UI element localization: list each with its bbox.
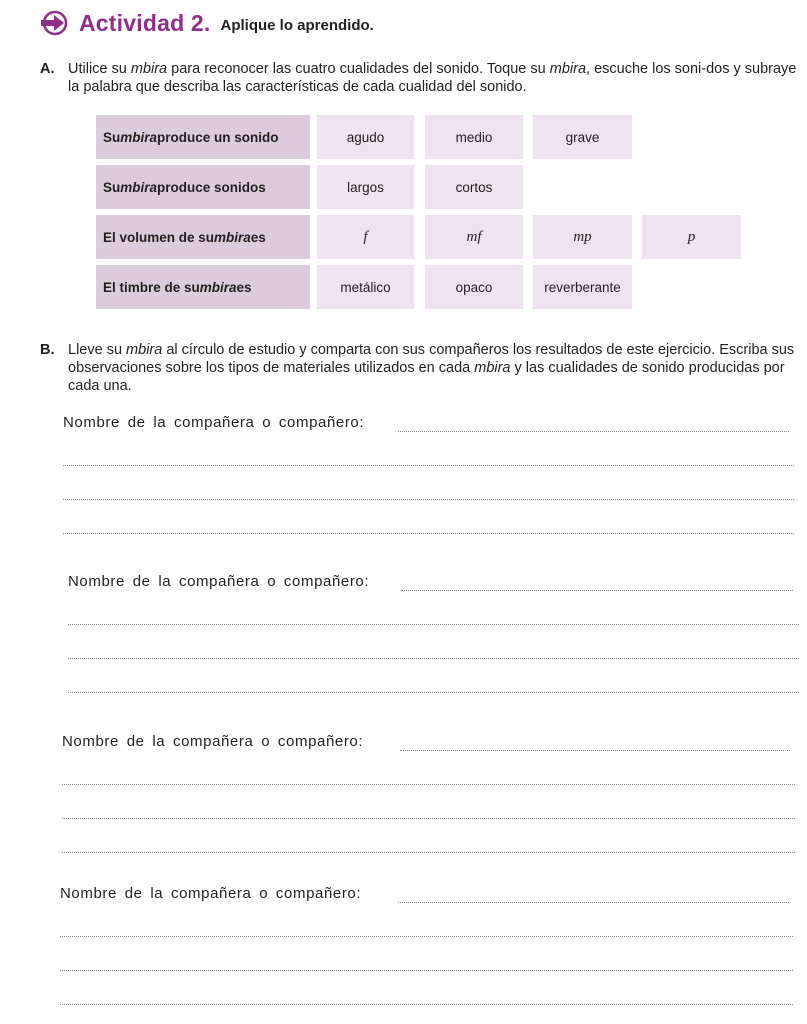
- row-label: Su mbira produce un sonido: [96, 115, 310, 159]
- section-b-letter: B.: [40, 342, 55, 358]
- option-cell[interactable]: cortos: [425, 165, 523, 209]
- answer-line[interactable]: [60, 1004, 793, 1005]
- option-cell[interactable]: reverberante: [533, 265, 632, 309]
- option-cell[interactable]: f: [317, 215, 414, 259]
- name-input-line[interactable]: [398, 902, 789, 903]
- section-b-text: Lleve su mbira al círculo de estudio y comparta con sus compañeros los resultados de este ejercicio. Escriba sus observaciones sobre los tipos de materiales utilizados en cada mbira y las cualidades de sonido producidas por cada una.: [68, 342, 795, 394]
- option-cell[interactable]: mp: [533, 215, 632, 259]
- activity-header: [37, 6, 374, 40]
- answer-line[interactable]: [68, 692, 799, 693]
- name-input-line[interactable]: [400, 750, 790, 751]
- answer-line[interactable]: [62, 784, 795, 785]
- option-cell[interactable]: agudo: [317, 115, 414, 159]
- option-cell[interactable]: medio: [425, 115, 523, 159]
- arrow-right-icon: [37, 10, 73, 36]
- row-label: El timbre de su mbira es: [96, 265, 310, 309]
- section-b: [40, 341, 799, 395]
- option-cell[interactable]: mf: [425, 215, 523, 259]
- option-cell[interactable]: grave: [533, 115, 632, 159]
- name-label: Nombre de la compañera o compañero:: [63, 414, 365, 431]
- option-cell[interactable]: metálico: [317, 265, 414, 309]
- name-label: Nombre de la compañera o compañero:: [60, 885, 362, 902]
- section-a-text: Utilice su mbira para reconocer las cuatro cualidades del sonido. Toque su mbira, escuche los soni-dos y subraye la palabra que describa las características de cada cualidad del sonido.: [68, 61, 797, 95]
- answer-line[interactable]: [62, 818, 795, 819]
- row-label: El volumen de su mbira es: [96, 215, 310, 259]
- answer-line[interactable]: [60, 936, 793, 937]
- activity-subtitle: Aplique lo aprendido.: [220, 16, 374, 34]
- answer-line[interactable]: [68, 658, 799, 659]
- option-cell[interactable]: opaco: [425, 265, 523, 309]
- option-cell[interactable]: largos: [317, 165, 414, 209]
- name-label: Nombre de la compañera o compañero:: [68, 573, 370, 590]
- option-cell[interactable]: p: [642, 215, 741, 259]
- name-label: Nombre de la compañera o compañero:: [62, 733, 364, 750]
- section-a-letter: A.: [40, 61, 55, 77]
- answer-line[interactable]: [68, 624, 799, 625]
- answer-line[interactable]: [60, 970, 793, 971]
- answer-line[interactable]: [63, 465, 794, 466]
- name-input-line[interactable]: [401, 590, 793, 591]
- name-input-line[interactable]: [398, 431, 789, 432]
- answer-line[interactable]: [63, 499, 794, 500]
- section-a: [40, 60, 799, 96]
- row-label: Su mbira produce sonidos: [96, 165, 310, 209]
- answer-line[interactable]: [63, 533, 794, 534]
- activity-title: Actividad 2.: [79, 9, 211, 36]
- answer-line[interactable]: [62, 852, 795, 853]
